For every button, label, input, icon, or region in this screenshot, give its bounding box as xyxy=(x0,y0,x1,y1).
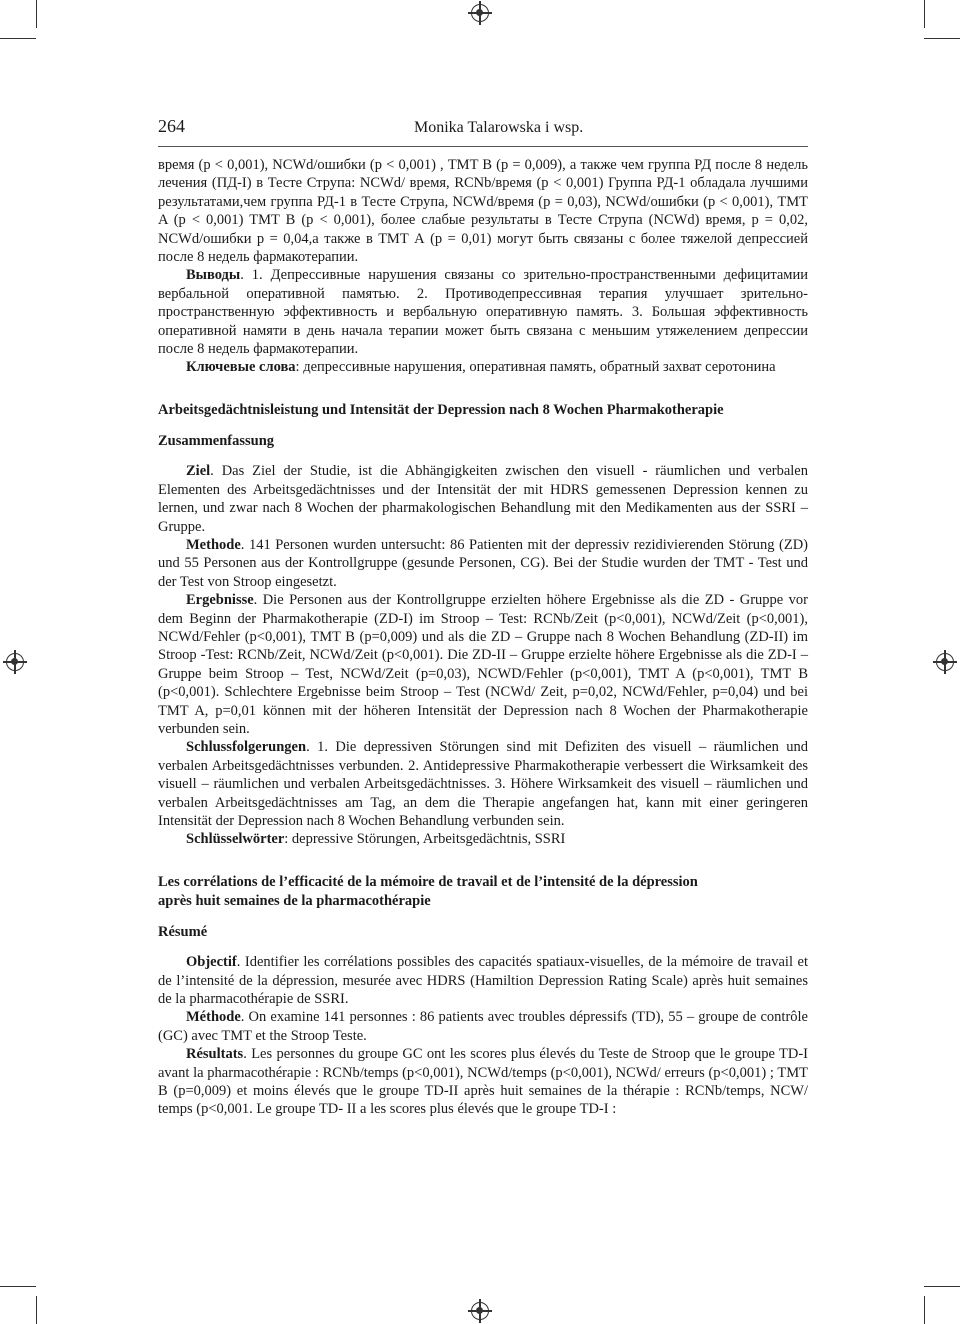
registration-mark-icon xyxy=(6,653,24,671)
german-aim-label: Ziel xyxy=(186,463,211,480)
french-method-text: . On examine 141 personnes : 86 patients avec troubles dépressifs (TD), 55 – groupe de contrôle (GC) avec TMT et the Stroop Teste. xyxy=(158,1009,808,1044)
french-summary-heading: Résumé xyxy=(158,923,208,940)
header-rule xyxy=(158,146,808,147)
french-title-line-2: après huit semaines de la pharmacothérapie xyxy=(158,892,431,909)
crop-mark xyxy=(36,1296,37,1324)
german-conclusions xyxy=(158,738,808,830)
russian-keywords-label: Ключевые слова xyxy=(186,359,296,376)
german-title: Arbeitsgedächtnisleistung und Intensität der Depression nach 8 Wochen Pharmakotherapie xyxy=(158,401,724,418)
french-objective-text: . Identifier les corrélations possibles des capacités spatiaux-visuelles, de la mémoire de travail et de l’intensité de la dépression, mesurée avec HDRS (Hamiltion Depression Rating Scale) après huit semaines de la pharmacothérapie de SSRI. xyxy=(158,954,808,1008)
crop-mark xyxy=(924,0,925,28)
french-method-label: Méthode xyxy=(186,1009,241,1026)
page-number: 264 xyxy=(158,116,185,136)
french-title-line-1: Les corrélations de l’efficacité de la mémoire de travail et de l’intensité de la dépression xyxy=(158,873,698,890)
crop-mark xyxy=(924,38,960,39)
french-objective-label: Objectif xyxy=(186,954,237,971)
crop-mark xyxy=(36,0,37,28)
crop-mark xyxy=(0,38,36,39)
russian-conclusions-label: Выводы xyxy=(186,267,241,284)
german-summary-heading: Zusammenfassung xyxy=(158,432,275,449)
french-objective xyxy=(158,953,808,1008)
french-method xyxy=(158,1008,808,1045)
german-conclusions-label: Schlussfolgerungen xyxy=(186,739,307,756)
german-conclusions-text: . 1. Die depressiven Störungen sind mit Defiziten des visuell – räumlichen und verbalen Arbeitsgedächtnisses verbunden. 2. Antidepressive Pharmakotherapie verbessert die Wirksamkeit des visuell – räumlichen und verbalen Arbeitsgedächtnisses. 3. Höhere Wirksamkeit des visuell – räumlichen und verbalen Arbeitsgedächtnisses am Tag, an dem die Therapie angefangen hat, kann mit einer geringeren Intensität der Depression nach 8 Wochen Behandlung verbunden sein. xyxy=(158,739,808,829)
german-keywords-label: Schlüsselwörter xyxy=(186,831,285,848)
german-aim-text: . Das Ziel der Studie, ist die Abhängigkeiten zwischen den visuell - räumlichen und verbalen Elementen des Arbeitsgedächtnisses und der Intensität der mit HDRS gemessenen Depression kennen zu lernen, und zwar nach 8 Wochen der pharmakologischen Behandlung mit den Medikamenten aus der SSRI – Gruppe. xyxy=(158,463,808,535)
german-keywords-text: : depressive Störungen, Arbeitsgedächtnis, SSRI xyxy=(284,831,566,848)
german-results xyxy=(158,591,808,738)
registration-mark-icon xyxy=(471,4,489,22)
russian-results-continued: время (p < 0,001), NCWd/ошибки (p < 0,001) , TMT B (p = 0,009), а также чем группа РД после 8 недель лечения (ПД-I) в Тесте Струпа: NCWd/ время, RCNb/время (p < 0,001) Группа РД-1 обладала лучшими результатами,чем группа РД-1 в Тесте Струпа, NCWd/время (p = 0,03), NCWd/ошибки (p < 0,001), TMT A (p < 0,001) TMT B (p < 0,001), более слабые результаты в Тесте Струпа (NCWd) время, p = 0,02, NCWd/ошибки p = 0,04,а также в ТМТ А (p = 0,01) могут быть связаны с более тяжелой депрессией после 8 недель фармакотерапии. xyxy=(158,157,808,266)
running-head: Monika Talarowska i wsp. xyxy=(414,119,584,136)
french-results-text: . Les personnes du groupe GC ont les scores plus élevés du Teste de Stroop que le groupe TD-I avant la pharmacothérapie : RCNb/temps (p<0,001), NCWd/temps (p<0,001), NCWd/ erreurs (p<0,001) ; TMT B (p=0,009) et moins élevés que le groupe TD-II après huit semaines de la thérapie : RCNb/temps, NCW/ temps (p<0,001. Le groupe TD- II a les scores plus élevés que le groupe TD-I : xyxy=(158,1046,808,1118)
crop-mark xyxy=(924,1286,960,1287)
russian-keywords xyxy=(158,358,808,376)
german-method-text: . 141 Personen wurden untersucht: 86 Patienten mit der depressiv rezidivierenden Störung (ZD) und 55 Personen aus der Kontrollgruppe (gesunde Personen, CG). Bei der Studie wurden der TMT - Test und der Test von Stroop eingesetzt. xyxy=(158,536,808,590)
russian-conclusions xyxy=(158,266,808,358)
page-body xyxy=(158,156,808,1119)
registration-mark-icon xyxy=(471,1302,489,1320)
french-title xyxy=(158,873,808,911)
french-results-label: Résultats xyxy=(186,1046,244,1063)
crop-mark xyxy=(924,1296,925,1324)
german-results-text: . Die Personen aus der Kontrollgruppe erzielten höhere Ergebnisse als die ZD - Gruppe vor dem Beginn der Pharmakotherapie (ZD-I) im Stroop – Test: RCNb/Zeit (p<0,001), NCWd/Zeit (p<0,001), NCWd/Fehler (p<0,001), TMT B (p=0,009) und als die ZD – Gruppe nach 8 Wochen Behandlung (ZD-II) im Stroop -Test: RCNb/Zeit, NCWd/Zeit (p<0,001). Die ZD-II – Gruppe erzielte höhere Ergebnisse als die ZD-I – Gruppe beim Stroop – Test, NCWd/Zeit (p=0,03), NCWD/Fehler (p<0,001), TMT A (p<0,001), TMT B (p<0,001). Schlechtere Ergebnisse beim Stroop – Test (NCWd/ Zeit, p=0,02, NCWd/Fehler, p=0,04) und bei TMT A, p=0,01 können mit der höheren Intensität der Depression nach 8 Wochen der Pharmakotherapie verbunden sein. xyxy=(158,592,808,737)
german-method xyxy=(158,536,808,591)
german-results-label: Ergebnisse xyxy=(186,592,254,609)
french-results xyxy=(158,1045,808,1119)
german-aim xyxy=(158,462,808,536)
russian-keywords-text: : депрессивные нарушения, оперативная память, обратный захват серотонина xyxy=(295,359,776,376)
crop-mark xyxy=(0,1286,36,1287)
russian-conclusions-text: . 1. Депрессивные нарушения связаны со зрительно-пространственными дефицитамии вербальной оперативной памятью. 2. Противодепрессивная терапия улучшает зрительно-пространственную эффективность и вербальную оперативную память. 3. Большая эффективность оперативной намяти в день начала терапии может быть связана с меньшим утяжелением депрессии после 8 недель фармакотерапии. xyxy=(158,267,808,358)
page-header xyxy=(158,116,808,144)
registration-mark-icon xyxy=(936,653,954,671)
german-keywords xyxy=(158,830,808,848)
german-method-label: Methode xyxy=(186,536,241,553)
